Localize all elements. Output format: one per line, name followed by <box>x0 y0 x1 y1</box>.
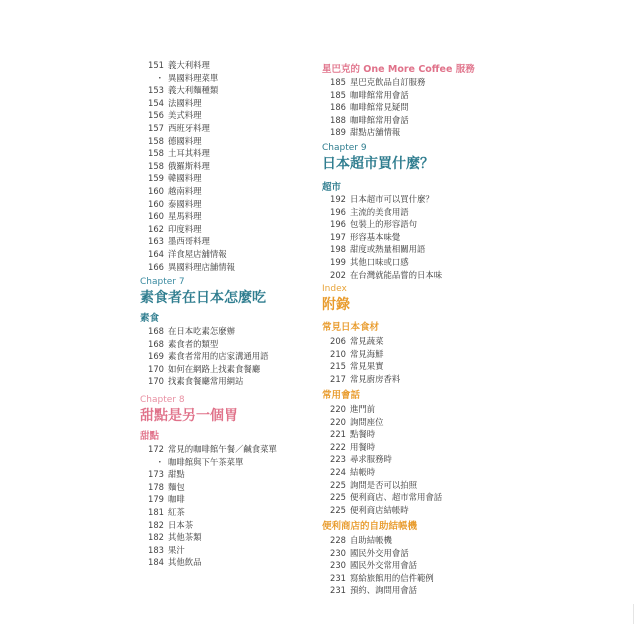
toc-entry-title: 日本超市可以買什麼？ <box>350 194 434 204</box>
section-common-conversation: 常用會話 <box>322 390 361 401</box>
toc-page-number: 164 <box>148 248 164 259</box>
toc-page-number: 196 <box>330 206 346 217</box>
toc-entry-title: 法國料理 <box>168 97 202 108</box>
toc-page-number: 198 <box>330 244 346 255</box>
index-title: 附錄 <box>322 297 350 313</box>
toc-page-number: 160 <box>148 198 164 209</box>
toc-entry <box>322 453 442 466</box>
toc-entry <box>322 491 442 504</box>
toc-page-number: 231 <box>330 585 346 596</box>
toc-page-number: 225 <box>330 479 346 490</box>
toc-page-number: 181 <box>148 506 164 517</box>
toc-entry <box>322 584 434 597</box>
toc-entry-title: 星馬料理 <box>168 211 202 222</box>
toc-entry <box>140 223 235 236</box>
toc-entry-title: 便利商店結帳時 <box>350 504 409 515</box>
toc-page-number: 158 <box>148 135 164 146</box>
toc-page-number: 206 <box>330 336 346 346</box>
toc-entry-title: 結帳時 <box>350 466 376 477</box>
toc-entry <box>322 114 425 127</box>
toc-page-number: 153 <box>148 85 164 96</box>
toc-page-number: 199 <box>330 256 346 267</box>
toc-entry <box>140 147 235 160</box>
toc-entry-title: 詢問座位 <box>350 416 384 427</box>
toc-page-number: 228 <box>330 535 346 545</box>
toc-list-dessert <box>140 443 277 569</box>
section-dessert: 甜點 <box>140 431 160 442</box>
toc-page-number: 163 <box>148 236 164 247</box>
toc-entry-title: 德國料理 <box>168 135 202 146</box>
toc-page-number: 169 <box>148 351 164 362</box>
toc-entry <box>322 360 400 373</box>
toc-page-number: 202 <box>330 269 346 280</box>
toc-entry <box>140 72 235 85</box>
toc-entry-title: 主流的美食用語 <box>350 206 409 217</box>
toc-page-number: 178 <box>148 481 164 492</box>
toc-entry-title: 寫給旅館用的信件範例 <box>350 572 434 583</box>
toc-entry <box>140 481 277 494</box>
toc-page-number: 184 <box>148 557 164 568</box>
toc-entry-title: 果汁 <box>168 544 185 555</box>
toc-entry-title: 素食者的類型 <box>168 338 219 349</box>
toc-page-number: 188 <box>330 114 346 125</box>
toc-entry <box>140 122 235 135</box>
toc-page-number: 154 <box>148 97 164 108</box>
toc-entry-title: 洋食屋店舖情報 <box>168 248 227 259</box>
toc-entry-title: 點餐時 <box>350 429 376 440</box>
toc-page-number: 197 <box>330 231 346 242</box>
toc-page-number: 186 <box>330 102 346 113</box>
toc-entry-title: 進門前 <box>350 404 376 414</box>
toc-entry-title: 自助結帳機 <box>350 535 392 545</box>
toc-entry <box>140 350 269 363</box>
toc-entry <box>140 468 277 481</box>
toc-page-number: 168 <box>148 326 164 336</box>
toc-entry-title: 找素食餐廳常用網站 <box>168 376 244 387</box>
toc-list-vegetarian <box>140 325 269 388</box>
toc-entry <box>322 479 442 492</box>
toc-entry <box>140 198 235 211</box>
chapter-8-title: 甜點是另一個胃 <box>140 408 238 424</box>
toc-page-number: 173 <box>148 469 164 480</box>
toc-entry-title: 常見廚房香料 <box>350 373 401 384</box>
toc-page-number: 225 <box>330 504 346 515</box>
toc-entry-title: 俄羅斯料理 <box>168 160 210 171</box>
toc-page-number: 215 <box>330 361 346 372</box>
toc-list-checkout <box>322 534 434 597</box>
toc-entry <box>140 531 277 544</box>
toc-entry <box>322 403 442 416</box>
section-vegetarian: 素食 <box>140 313 160 324</box>
toc-entry <box>140 506 277 519</box>
toc-entry <box>140 172 235 185</box>
toc-entry-title: 其他飲品 <box>168 557 202 568</box>
toc-page-number: 158 <box>148 160 164 171</box>
toc-entry <box>140 456 277 469</box>
toc-entry-title: 國民外交用會話 <box>350 547 409 558</box>
toc-page-number: 230 <box>330 560 346 571</box>
chapter-9-label: Chapter 9 <box>322 143 367 153</box>
toc-entry <box>322 335 400 348</box>
toc-entry <box>322 428 442 441</box>
section-starbucks: 星巴克的 One More Coffee 服務 <box>322 64 475 75</box>
chapter-9-title: 日本超市買什麼？ <box>322 156 434 172</box>
toc-page-number: 222 <box>330 441 346 452</box>
toc-page-number: 159 <box>148 173 164 184</box>
toc-entry <box>322 76 425 89</box>
toc-list-supermarket <box>322 193 442 281</box>
toc-entry <box>140 97 235 110</box>
toc-entry <box>140 519 277 532</box>
toc-entry <box>140 261 235 274</box>
section-supermarket: 超市 <box>322 182 342 193</box>
toc-entry <box>322 126 425 139</box>
toc-entry-title: 韓國料理 <box>168 173 202 184</box>
toc-entry-title: 咖啡館常見疑問 <box>350 102 409 113</box>
toc-entry-title: 常見的咖啡館午餐／鹹食菜單 <box>168 444 277 454</box>
toc-list-cafe <box>322 76 425 139</box>
toc-entry <box>140 363 269 376</box>
toc-entry-title: 泰國料理 <box>168 198 202 209</box>
toc-entry-title: 如何在網路上找素食餐廳 <box>168 363 261 374</box>
toc-entry-title: 其他口味或口感 <box>350 256 409 267</box>
toc-entry-title: 素食者常用的店家溝通用語 <box>168 351 269 362</box>
toc-page-number: 160 <box>148 211 164 222</box>
toc-page-number: 182 <box>148 519 164 530</box>
toc-entry-title: 預約、詢問用會話 <box>350 585 417 596</box>
toc-page-number: 230 <box>330 547 346 558</box>
toc-page-number: 168 <box>148 338 164 349</box>
toc-entry-title: 國民外交常用會話 <box>350 560 417 571</box>
toc-entry-title: 常見海鮮 <box>350 348 384 359</box>
toc-entry <box>140 443 277 456</box>
toc-entry <box>322 559 434 572</box>
toc-page-number: 156 <box>148 110 164 121</box>
toc-page-number: 185 <box>330 89 346 100</box>
toc-page-number: 231 <box>330 572 346 583</box>
toc-entry <box>322 504 442 517</box>
toc-entry-title: 日本茶 <box>168 519 194 530</box>
toc-entry <box>322 416 442 429</box>
toc-entry <box>140 493 277 506</box>
toc-entry-title: 常見蔬菜 <box>350 336 384 346</box>
toc-page-number: 189 <box>330 127 346 138</box>
toc-entry <box>322 243 442 256</box>
toc-page-number: 221 <box>330 429 346 440</box>
toc-entry <box>322 572 434 585</box>
toc-entry <box>140 248 235 261</box>
toc-entry-title: 尋求服務時 <box>350 454 392 465</box>
toc-page-number: 183 <box>148 544 164 555</box>
toc-entry-title: 越南料理 <box>168 185 202 196</box>
toc-entry <box>322 89 425 102</box>
toc-entry <box>322 547 434 560</box>
toc-page-number: 185 <box>330 77 346 87</box>
toc-page-number: 172 <box>148 444 164 454</box>
toc-list-conversation <box>322 403 442 516</box>
toc-entry-title: 形容基本味覺 <box>350 231 401 242</box>
toc-entry-title: 甜度或熱量相關用語 <box>350 244 426 255</box>
toc-entry-title: 其他茶類 <box>168 532 202 543</box>
toc-entry <box>322 101 425 114</box>
toc-entry <box>322 231 442 244</box>
toc-entry-title: 在日本吃素怎麼辦 <box>168 326 235 336</box>
toc-entry-title: 甜點店舖情報 <box>350 127 401 138</box>
toc-entry <box>322 441 442 454</box>
toc-page-number: 170 <box>148 363 164 374</box>
toc-entry-title: 詢問是否可以拍照 <box>350 479 417 490</box>
toc-entry-title: 麵包 <box>168 481 185 492</box>
toc-list-world-cuisine <box>140 59 235 273</box>
toc-entry-title: 便利商店、超市常用會話 <box>350 492 443 503</box>
toc-entry <box>140 338 269 351</box>
toc-entry-title: 土耳其料理 <box>168 148 210 159</box>
toc-entry-title: 異國料理店舖情報 <box>168 261 235 272</box>
toc-page-number: 158 <box>148 148 164 159</box>
toc-entry <box>140 556 277 569</box>
toc-entry-title: 西班牙料理 <box>168 122 210 133</box>
toc-entry <box>140 544 277 557</box>
chapter-7-label: Chapter 7 <box>140 277 185 287</box>
toc-entry-title: 咖啡館常用會話 <box>350 114 409 125</box>
toc-entry <box>322 534 434 547</box>
toc-entry <box>140 235 235 248</box>
toc-page-number: 182 <box>148 532 164 543</box>
toc-entry-title: 義大利料理 <box>168 60 210 70</box>
toc-entry <box>140 160 235 173</box>
toc-page-number: 220 <box>330 416 346 427</box>
toc-entry-title: 包裝上的形容語句 <box>350 219 417 230</box>
toc-entry <box>322 256 442 269</box>
toc-entry <box>322 373 400 386</box>
toc-page-number: 224 <box>330 466 346 477</box>
toc-page-number: 192 <box>330 194 346 204</box>
toc-entry <box>322 218 442 231</box>
page-edge-line <box>633 604 634 624</box>
toc-page-number: 220 <box>330 404 346 414</box>
toc-entry-title: 義大利麵種類 <box>168 85 219 96</box>
toc-entry <box>322 269 442 282</box>
section-japanese-ingredients: 常見日本食材 <box>322 322 380 333</box>
toc-entry-title: 印度料理 <box>168 223 202 234</box>
toc-entry <box>140 84 235 97</box>
toc-page-number: 162 <box>148 223 164 234</box>
toc-entry <box>322 206 442 219</box>
toc-entry <box>140 210 235 223</box>
toc-page-number: 196 <box>330 219 346 230</box>
chapter-7-title: 素食者在日本怎麼吃 <box>140 290 266 306</box>
toc-entry <box>140 375 269 388</box>
toc-entry-title: 墨西哥料理 <box>168 236 210 247</box>
toc-entry-title: 星巴克飲品自訂服務 <box>350 77 426 87</box>
toc-entry <box>322 193 442 206</box>
toc-entry <box>140 325 269 338</box>
toc-page-number: 157 <box>148 122 164 133</box>
toc-entry <box>140 109 235 122</box>
index-label: Index <box>322 284 347 294</box>
toc-entry-title: 咖啡館與下午茶菜單 <box>168 456 244 467</box>
section-self-checkout: 便利商店的自助結帳機 <box>322 521 418 532</box>
toc-page-number: 160 <box>148 185 164 196</box>
toc-page-number: 170 <box>148 376 164 387</box>
chapter-8-label: Chapter 8 <box>140 395 185 405</box>
toc-entry <box>140 135 235 148</box>
toc-entry-title: 咖啡館常用會話 <box>350 89 409 100</box>
toc-page-number: 223 <box>330 454 346 465</box>
toc-page-number: 151 <box>148 60 164 70</box>
toc-page-number: 210 <box>330 348 346 359</box>
toc-entry-title: 咖啡 <box>168 494 185 505</box>
toc-page-number: ・ <box>155 456 164 467</box>
toc-entry <box>322 348 400 361</box>
toc-page-number: 225 <box>330 492 346 503</box>
toc-entry-title: 甜點 <box>168 469 185 480</box>
toc-page-number: 179 <box>148 494 164 505</box>
toc-page-number: 217 <box>330 373 346 384</box>
toc-entry-title: 紅茶 <box>168 506 185 517</box>
toc-list-ingredients <box>322 335 400 385</box>
toc-entry-title: 美式料理 <box>168 110 202 121</box>
toc-entry-title: 在台灣就能品嘗的日本味 <box>350 269 443 280</box>
toc-entry-title: 異國料理菜單 <box>168 72 219 83</box>
toc-entry <box>140 59 235 72</box>
toc-page-number: 166 <box>148 261 164 272</box>
toc-page-number: ・ <box>155 72 164 83</box>
toc-entry <box>140 185 235 198</box>
toc-entry-title: 常見果實 <box>350 361 384 372</box>
toc-entry <box>322 466 442 479</box>
toc-entry-title: 用餐時 <box>350 441 376 452</box>
